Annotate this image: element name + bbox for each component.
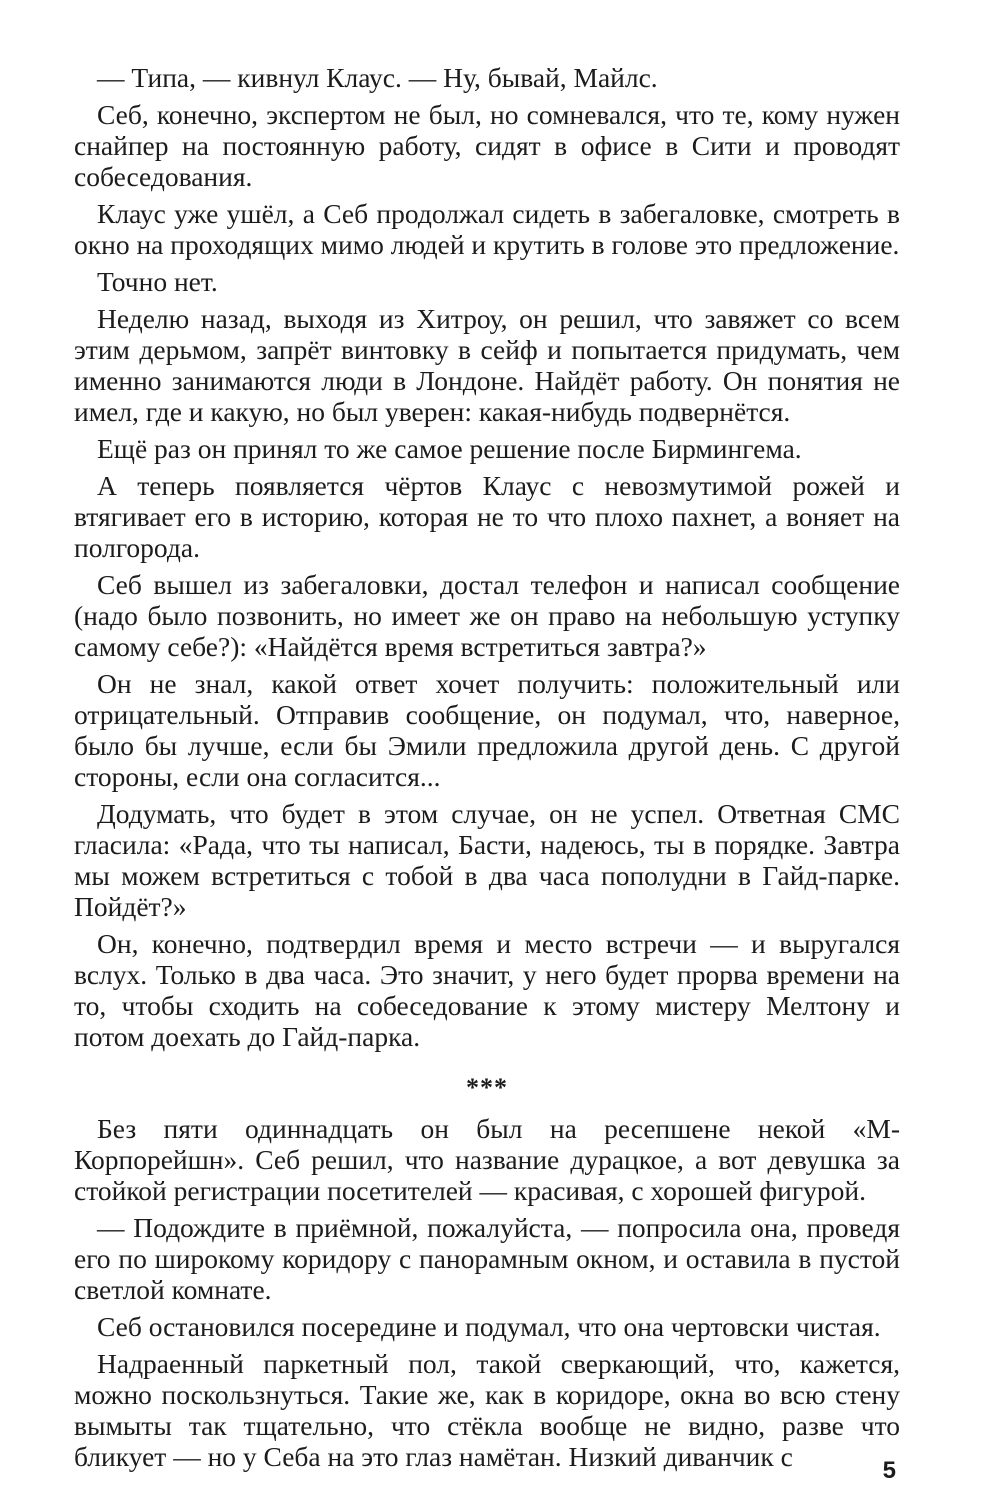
- paragraph: Точно нет.: [97, 266, 218, 297]
- page-number: 5: [882, 1457, 896, 1484]
- paragraph: Себ, конечно, экспертом не был, но сомневался, что те, кому нужен снайпер на постоянную работу, сидят в офисе в Сити и проводят собеседования.: [74, 99, 900, 192]
- paragraph: — Подождите в приёмной, пожалуйста, — попросила она, проведя его по широкому коридору с панорамным окном, и оставила в пустой светлой комнате.: [74, 1212, 900, 1305]
- book-page: [74, 62, 900, 1478]
- paragraph: Он не знал, какой ответ хочет получить: положительный или отрицательный. Отправив сообщение, он подумал, что, наверное, было бы лучше, если бы Эмили предложила другой день. С другой стороны, если она согласится...: [74, 668, 900, 792]
- paragraph: Ещё раз он принял то же самое решение после Бирмингема.: [97, 433, 802, 464]
- paragraph: Без пяти одиннадцать он был на ресепшене некой «М-Корпорейшн». Себ решил, что название дурацкое, а вот девушка за стойкой регистрации посетителей — красивая, с хорошей фигурой.: [74, 1113, 900, 1206]
- paragraph: Надраенный паркетный пол, такой сверкающий, что, кажется, можно поскользнуться. Такие же, как в коридоре, окна во всю стену вымыты так тщательно, что стёкла вообще не видно, разве что бликует — но у Себа на это глаз намётан. Низкий диванчик с: [74, 1348, 900, 1472]
- paragraph: А теперь появляется чёртов Клаус с невозмутимой рожей и втягивает его в историю, которая не то что плохо пахнет, а воняет на полгорода.: [74, 470, 900, 563]
- paragraph: Он, конечно, подтвердил время и место встречи — и выругался вслух. Только в два часа. Это значит, у него будет прорва времени на то, чтобы сходить на собеседование к этому мистеру Мелтону и потом доехать до Гайд-парка.: [74, 928, 900, 1052]
- scene-separator: ***: [466, 1073, 508, 1102]
- paragraph: — Типа, — кивнул Клаус. — Ну, бывай, Майлс.: [97, 62, 658, 93]
- paragraph: Себ вышел из забегаловки, достал телефон и написал сообщение (надо было позвонить, но имеет же он право на небольшую уступку самому себе?): «Найдётся время встретиться завтра?»: [74, 569, 900, 662]
- paragraph: Додумать, что будет в этом случае, он не успел. Ответная СМС гласила: «Рада, что ты написал, Басти, надеюсь, ты в порядке. Завтра мы можем встретиться с тобой в два часа пополудни в Гайд-парке. Пойдёт?»: [74, 798, 900, 922]
- paragraph: Себ остановился посередине и подумал, что она чертовски чистая.: [97, 1311, 881, 1342]
- paragraph: Клаус уже ушёл, а Себ продолжал сидеть в забегаловке, смотреть в окно на проходящих мимо людей и крутить в голове это предложение.: [74, 198, 900, 260]
- paragraph: Неделю назад, выходя из Хитроу, он решил, что завяжет со всем этим дерьмом, запрёт винтовку в сейф и попытается придумать, чем именно занимаются люди в Лондоне. Найдёт работу. Он понятия не имел, где и какую, но был уверен: какая-нибудь подвернётся.: [74, 303, 900, 427]
